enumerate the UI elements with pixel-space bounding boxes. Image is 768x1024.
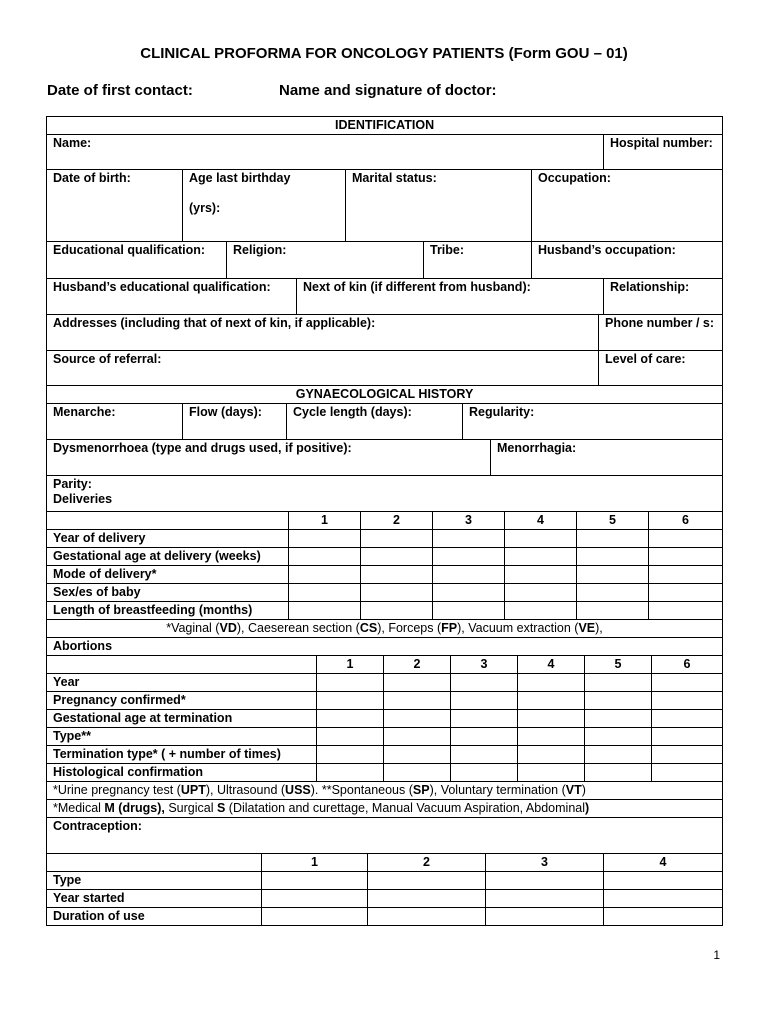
entry-cell[interactable] — [289, 530, 361, 548]
contraception-col-header: 2 — [368, 854, 486, 872]
entry-cell[interactable] — [361, 602, 433, 620]
entry-cell[interactable] — [505, 530, 577, 548]
entry-cell[interactable] — [577, 530, 649, 548]
entry-cell[interactable] — [505, 566, 577, 584]
entry-cell[interactable] — [384, 710, 451, 728]
termination-type-legend: *Medical M (drugs), Surgical S (Dilatation and curettage, Manual Vacuum Aspiration, Abdominal) — [47, 800, 723, 818]
entry-cell[interactable] — [433, 548, 505, 566]
abortions-col-header: 1 — [317, 656, 384, 674]
identification-heading: IDENTIFICATION — [47, 117, 723, 135]
identification-section — [46, 116, 723, 386]
entry-cell[interactable] — [652, 674, 723, 692]
entry-cell[interactable] — [486, 872, 604, 890]
abortions-table — [46, 655, 723, 854]
entry-cell[interactable] — [518, 764, 585, 782]
entry-cell[interactable] — [585, 692, 652, 710]
abortions-col-header: 3 — [451, 656, 518, 674]
entry-cell[interactable] — [317, 764, 384, 782]
entry-cell[interactable] — [451, 746, 518, 764]
date-first-contact-label: Date of first contact: — [47, 82, 193, 99]
row-label: Year started — [47, 890, 262, 908]
deliveries-table — [46, 511, 723, 656]
entry-cell[interactable] — [451, 764, 518, 782]
entry-cell[interactable] — [433, 602, 505, 620]
form-title: CLINICAL PROFORMA FOR ONCOLOGY PATIENTS (Form GOU – 01) — [140, 45, 628, 62]
row-label: Histological confirmation — [47, 764, 317, 782]
level-of-care-field[interactable]: Level of care: — [599, 351, 723, 386]
entry-cell[interactable] — [317, 746, 384, 764]
contraception-row — [47, 872, 723, 890]
entry-cell[interactable] — [649, 584, 723, 602]
hospital-number-field[interactable]: Hospital number: — [604, 135, 723, 170]
entry-cell[interactable] — [505, 602, 577, 620]
entry-cell[interactable] — [518, 728, 585, 746]
entry-cell[interactable] — [451, 692, 518, 710]
deliveries-col-header: 1 — [289, 512, 361, 530]
row-label: Type** — [47, 728, 317, 746]
row-label: Pregnancy confirmed* — [47, 692, 317, 710]
row-label: Type — [47, 872, 262, 890]
age-field[interactable] — [183, 170, 346, 242]
deliveries-row — [47, 530, 723, 548]
occupation-field[interactable]: Occupation: — [532, 170, 723, 242]
entry-cell[interactable] — [486, 890, 604, 908]
abortions-heading: Abortions — [47, 638, 723, 656]
row-label: Gestational age at termination — [47, 710, 317, 728]
entry-cell[interactable] — [577, 548, 649, 566]
entry-cell[interactable] — [289, 548, 361, 566]
entry-cell[interactable] — [262, 908, 368, 926]
entry-cell[interactable] — [361, 548, 433, 566]
row-label: Gestational age at delivery (weeks) — [47, 548, 289, 566]
entry-cell[interactable] — [317, 692, 384, 710]
age-label-line1: Age last birthday — [189, 171, 291, 185]
phone-field[interactable]: Phone number / s: — [599, 315, 723, 351]
entry-cell[interactable] — [505, 584, 577, 602]
deliveries-col-header: 2 — [361, 512, 433, 530]
entry-cell[interactable] — [451, 710, 518, 728]
abortions-row — [47, 674, 723, 692]
entry-cell[interactable] — [604, 872, 723, 890]
row-label: Mode of delivery* — [47, 566, 289, 584]
education-field[interactable]: Educational qualification: — [47, 242, 227, 279]
regularity-field[interactable]: Regularity: — [463, 404, 723, 440]
abortions-row — [47, 710, 723, 728]
entry-cell[interactable] — [384, 692, 451, 710]
deliveries-row — [47, 566, 723, 584]
entry-cell[interactable] — [384, 674, 451, 692]
husband-occupation-field[interactable]: Husband’s occupation: — [532, 242, 723, 279]
contraception-col-header: 4 — [604, 854, 723, 872]
entry-cell[interactable] — [518, 692, 585, 710]
entry-cell[interactable] — [361, 566, 433, 584]
entry-cell[interactable] — [433, 530, 505, 548]
parity-field[interactable] — [47, 476, 723, 512]
tribe-field[interactable]: Tribe: — [424, 242, 532, 279]
husband-education-field[interactable]: Husband’s educational qualification: — [47, 279, 297, 315]
entry-cell[interactable] — [384, 764, 451, 782]
contraception-col-header: 1 — [262, 854, 368, 872]
row-label: Year — [47, 674, 317, 692]
entry-cell[interactable] — [451, 728, 518, 746]
entry-cell[interactable] — [649, 566, 723, 584]
name-field[interactable]: Name: — [47, 135, 604, 170]
entry-cell[interactable] — [518, 674, 585, 692]
gynaecological-section — [46, 385, 723, 512]
entry-cell[interactable] — [361, 584, 433, 602]
entry-cell[interactable] — [585, 710, 652, 728]
entry-cell[interactable] — [368, 908, 486, 926]
age-label-line2: (yrs): — [189, 201, 221, 215]
entry-cell[interactable] — [652, 692, 723, 710]
entry-cell[interactable] — [262, 872, 368, 890]
deliveries-row — [47, 584, 723, 602]
parity-label: Parity: — [53, 477, 92, 491]
contraception-row — [47, 890, 723, 908]
entry-cell[interactable] — [486, 908, 604, 926]
abortions-row — [47, 692, 723, 710]
pregnancy-test-legend: *Urine pregnancy test (UPT), Ultrasound (USS). **Spontaneous (SP), Voluntary termination (VT) — [47, 782, 723, 800]
entry-cell[interactable] — [585, 728, 652, 746]
contraception-table — [46, 853, 723, 926]
contraception-col-header: 3 — [486, 854, 604, 872]
menorrhagia-field[interactable]: Menorrhagia: — [491, 440, 723, 476]
deliveries-row — [47, 548, 723, 566]
entry-cell[interactable] — [433, 566, 505, 584]
entry-cell[interactable] — [433, 584, 505, 602]
entry-cell[interactable] — [289, 602, 361, 620]
entry-cell[interactable] — [585, 764, 652, 782]
row-label: Year of delivery — [47, 530, 289, 548]
entry-cell[interactable] — [289, 584, 361, 602]
abortions-row — [47, 728, 723, 746]
entry-cell[interactable] — [652, 728, 723, 746]
relationship-field[interactable]: Relationship: — [604, 279, 723, 315]
menarche-field[interactable]: Menarche: — [47, 404, 183, 440]
entry-cell[interactable] — [518, 746, 585, 764]
abortions-col-header: 5 — [585, 656, 652, 674]
entry-cell[interactable] — [649, 602, 723, 620]
row-label: Termination type* ( + number of times) — [47, 746, 317, 764]
deliveries-col-header: 3 — [433, 512, 505, 530]
deliveries-col-header: 5 — [577, 512, 649, 530]
entry-cell[interactable] — [518, 710, 585, 728]
deliveries-label: Deliveries — [53, 492, 113, 506]
entry-cell[interactable] — [649, 530, 723, 548]
entry-cell[interactable] — [652, 710, 723, 728]
entry-cell[interactable] — [604, 908, 723, 926]
entry-cell[interactable] — [317, 674, 384, 692]
contraception-row — [47, 908, 723, 926]
entry-cell[interactable] — [652, 746, 723, 764]
entry-cell[interactable] — [368, 872, 486, 890]
referral-field[interactable]: Source of referral: — [47, 351, 599, 386]
abortions-col-header: 4 — [518, 656, 585, 674]
dysmenorrhoea-field[interactable]: Dysmenorrhoea (type and drugs used, if positive): — [47, 440, 491, 476]
dob-field[interactable]: Date of birth: — [47, 170, 183, 242]
deliveries-col-header: 6 — [649, 512, 723, 530]
abortions-col-header: 6 — [652, 656, 723, 674]
gynaecological-heading: GYNAECOLOGICAL HISTORY — [47, 386, 723, 404]
entry-cell[interactable] — [577, 566, 649, 584]
proforma-form — [46, 116, 722, 926]
entry-cell[interactable] — [505, 548, 577, 566]
deliveries-row — [47, 602, 723, 620]
row-label: Length of breastfeeding (months) — [47, 602, 289, 620]
contraception-field[interactable]: Contraception: — [47, 818, 723, 854]
abortions-row — [47, 746, 723, 764]
entry-cell[interactable] — [317, 728, 384, 746]
entry-cell[interactable] — [577, 602, 649, 620]
abortions-row — [47, 764, 723, 782]
flow-field[interactable]: Flow (days): — [183, 404, 287, 440]
row-label: Duration of use — [47, 908, 262, 926]
entry-cell[interactable] — [361, 530, 433, 548]
abortions-col-header: 2 — [384, 656, 451, 674]
entry-cell[interactable] — [384, 746, 451, 764]
entry-cell[interactable] — [577, 584, 649, 602]
doctor-signature-label: Name and signature of doctor: — [279, 82, 497, 99]
entry-cell[interactable] — [649, 548, 723, 566]
next-of-kin-field[interactable]: Next of kin (if different from husband): — [297, 279, 604, 315]
delivery-mode-legend: *Vaginal (VD), Caeserean section (CS), Forceps (FP), Vacuum extraction (VE), — [47, 620, 723, 638]
entry-cell[interactable] — [368, 890, 486, 908]
entry-cell[interactable] — [317, 710, 384, 728]
marital-status-field[interactable]: Marital status: — [346, 170, 532, 242]
entry-cell[interactable] — [262, 890, 368, 908]
entry-cell[interactable] — [585, 746, 652, 764]
entry-cell[interactable] — [451, 674, 518, 692]
entry-cell[interactable] — [652, 764, 723, 782]
addresses-field[interactable]: Addresses (including that of next of kin, if applicable): — [47, 315, 599, 351]
page-number: 1 — [713, 948, 720, 962]
entry-cell[interactable] — [585, 674, 652, 692]
deliveries-col-header: 4 — [505, 512, 577, 530]
cycle-length-field[interactable]: Cycle length (days): — [287, 404, 463, 440]
religion-field[interactable]: Religion: — [227, 242, 424, 279]
row-label: Sex/es of baby — [47, 584, 289, 602]
entry-cell[interactable] — [604, 890, 723, 908]
entry-cell[interactable] — [289, 566, 361, 584]
entry-cell[interactable] — [384, 728, 451, 746]
